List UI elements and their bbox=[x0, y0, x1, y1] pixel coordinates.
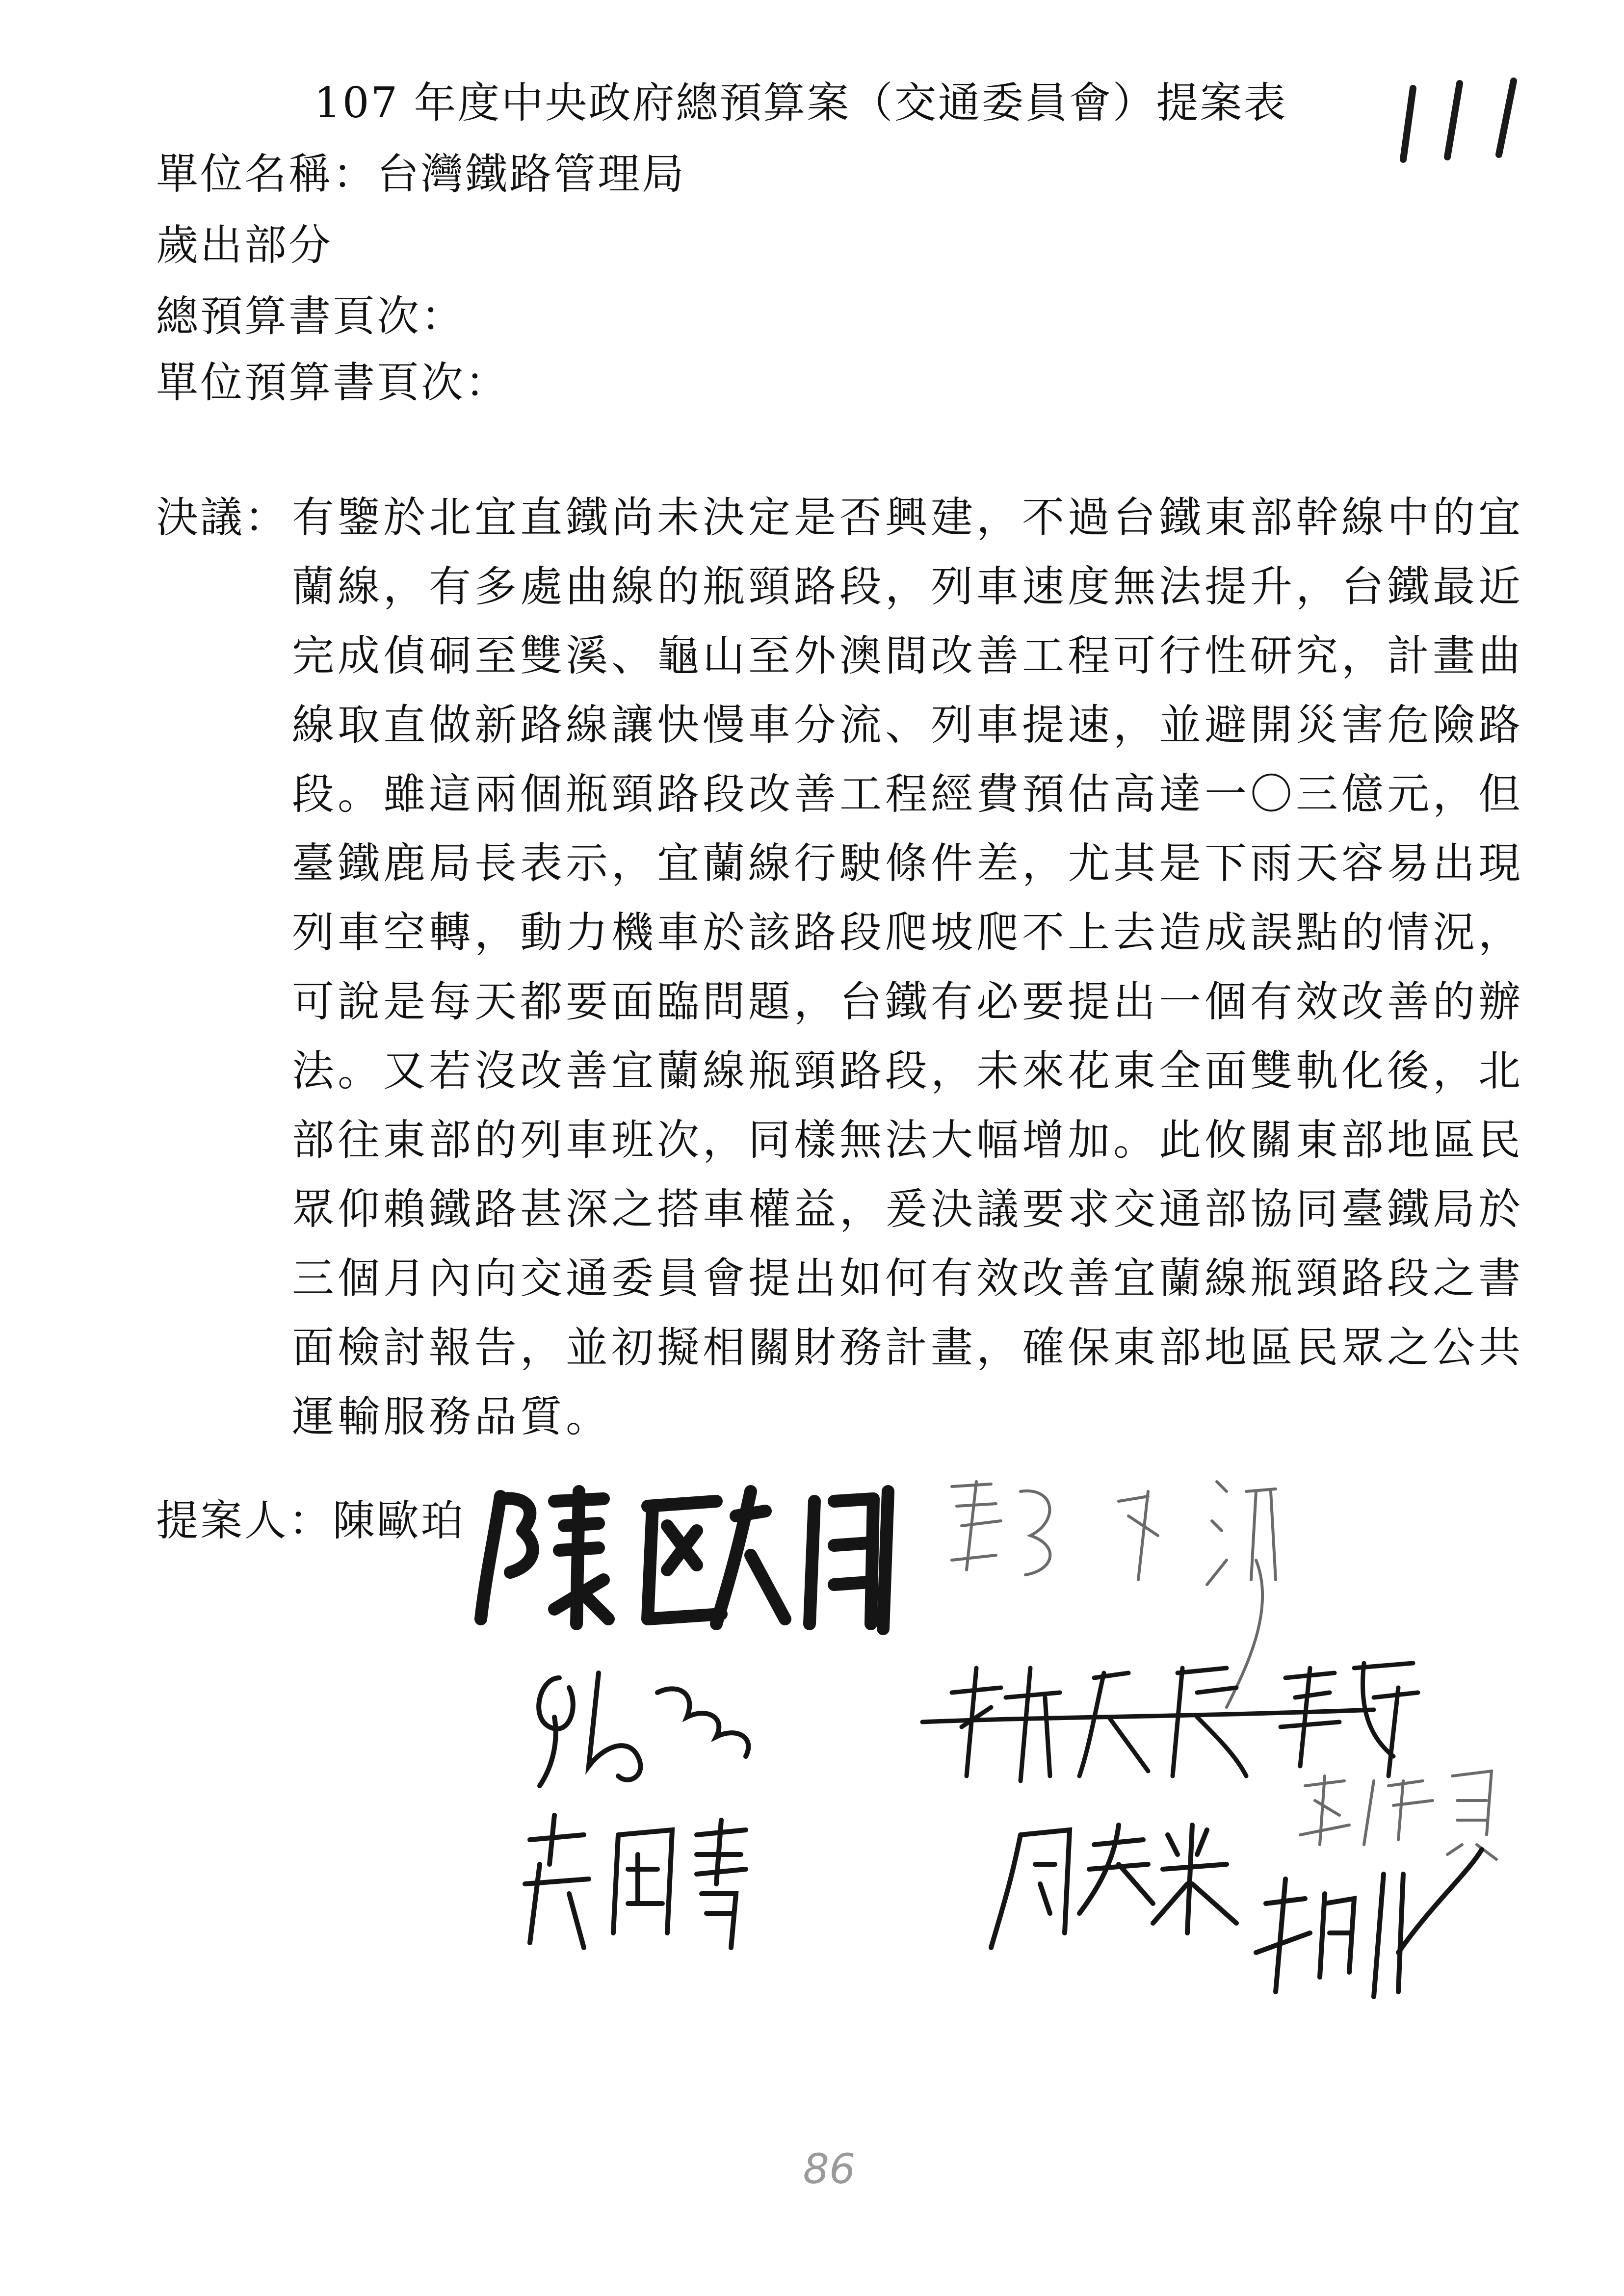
handwritten-tally-mark bbox=[1393, 74, 1531, 167]
signature-cai-shi-ying bbox=[1300, 1771, 1496, 1859]
resolution-line: 運輸服務品質。 bbox=[292, 1392, 611, 1441]
signature-zhou-chun-mi bbox=[991, 1825, 1236, 1948]
resolution-line: 法。又若沒改善宜蘭線瓶頸路段，未來花東全面雙軌化後，北 bbox=[292, 1046, 1524, 1096]
resolution-line: 臺鐵鹿局長表示，宜蘭線行駛條件差，尤其是下雨天容易出現 bbox=[292, 839, 1524, 888]
resolution-body bbox=[292, 483, 1524, 1452]
signature-zhao-tian-lin bbox=[1281, 1663, 1418, 1776]
total-budget-page-line: 總預算書頁次： bbox=[156, 292, 465, 341]
page-title: 107 年度中央政府總預算案（交通委員會）提案表 bbox=[314, 78, 1287, 128]
resolution-line: 有鑒於北宜直鐵尚未決定是否興建，不過台鐵東部幹線中的宜 bbox=[292, 493, 1524, 542]
signature-huang-guo-shu bbox=[525, 1815, 746, 1948]
signatures-area bbox=[442, 1462, 1570, 2011]
signature-chen-ou-po bbox=[481, 1491, 888, 1629]
resolution-line: 眾仰賴鐵路甚深之搭車權益，爰決議要求交通部協同臺鐵局於 bbox=[292, 1185, 1524, 1234]
signature-extra bbox=[1256, 1850, 1482, 1997]
page-number-text: 86 bbox=[803, 2145, 856, 2193]
resolution-line: 部往東部的列車班次，同樣無法大幅增加。此攸關東部地區民 bbox=[292, 1116, 1524, 1165]
resolution-line: 蘭線，有多處曲線的瓶頸路段，列車速度無法提升，台鐵最近 bbox=[292, 562, 1524, 611]
resolution-line: 線取直做新路線讓快慢車分流、列車提速，並避開災害危險路 bbox=[292, 701, 1524, 750]
section-line: 歲出部分 bbox=[156, 221, 333, 270]
resolution-line: 三個月內向交通委員會提出如何有效改善宜蘭線瓶頸路段之書 bbox=[292, 1254, 1524, 1303]
resolution-line: 完成偵硐至雙溪、龜山至外澳間改善工程可行性研究，計畫曲 bbox=[292, 631, 1524, 680]
resolution-line: 段。雖這兩個瓶頸路段改善工程經費預估高達一〇三億元，但 bbox=[292, 770, 1524, 819]
resolution-line: 可說是每天都要面臨問題，台鐵有必要提出一個有效改善的辦 bbox=[292, 977, 1524, 1026]
unit-name-line: 單位名稱：台灣鐵路管理局 bbox=[156, 150, 686, 199]
resolution-label: 決議： bbox=[156, 493, 288, 542]
resolution-line: 面檢討報告，並初擬相關財務計畫，確保東部地區民眾之公共 bbox=[292, 1323, 1524, 1372]
unit-budget-page-line: 單位預算書頁次： bbox=[156, 358, 509, 407]
page-number bbox=[780, 2139, 878, 2198]
signature-li-kun-ze bbox=[539, 1673, 748, 1786]
resolution-line: 列車空轉，動力機車於該路段爬坡爬不上去造成誤點的情況， bbox=[292, 908, 1524, 957]
proposer-line: 提案人：陳歐珀 bbox=[156, 1496, 465, 1545]
